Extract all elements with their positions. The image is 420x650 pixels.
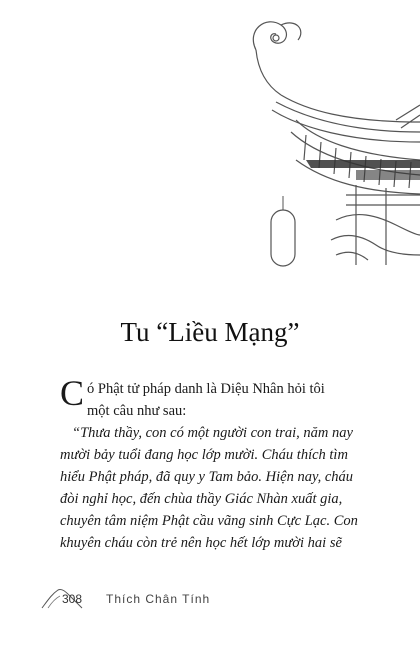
paragraph-1 <box>60 373 380 422</box>
text-line: mười bảy tuổi đang học lớp mười. Cháu thích tìm <box>60 447 348 463</box>
text-line: chuyên tâm niệm Phật cầu vãng sinh Cực Lạc. Con <box>60 513 358 529</box>
text-line: ó Phật tử pháp danh là Diệu Nhân hỏi tôi <box>87 381 325 397</box>
drop-cap: C <box>60 373 85 413</box>
author-name: Thích Chân Tính <box>106 592 211 606</box>
text-line: hiểu Phật pháp, đã quy y Tam bảo. Hiện nay, cháu <box>60 469 354 485</box>
text-line: khuyên cháu còn trẻ nên học hết lớp mười hai sẽ <box>60 535 342 551</box>
text-line: một câu như sau: <box>87 403 187 419</box>
roof-ornament-illustration <box>236 10 420 265</box>
seal-stamp <box>268 196 298 268</box>
text-line: đòi nghỉ học, đến chùa thầy Giác Nhàn xuất gia, <box>60 491 343 507</box>
paragraph-2 <box>60 422 380 554</box>
text-line: “Thưa thầy, con có một người con trai, năm nay <box>72 425 353 441</box>
page-number: 308 <box>62 592 83 606</box>
body-text <box>60 373 380 554</box>
chapter-title: Tu “Liều Mạng” <box>120 317 300 347</box>
